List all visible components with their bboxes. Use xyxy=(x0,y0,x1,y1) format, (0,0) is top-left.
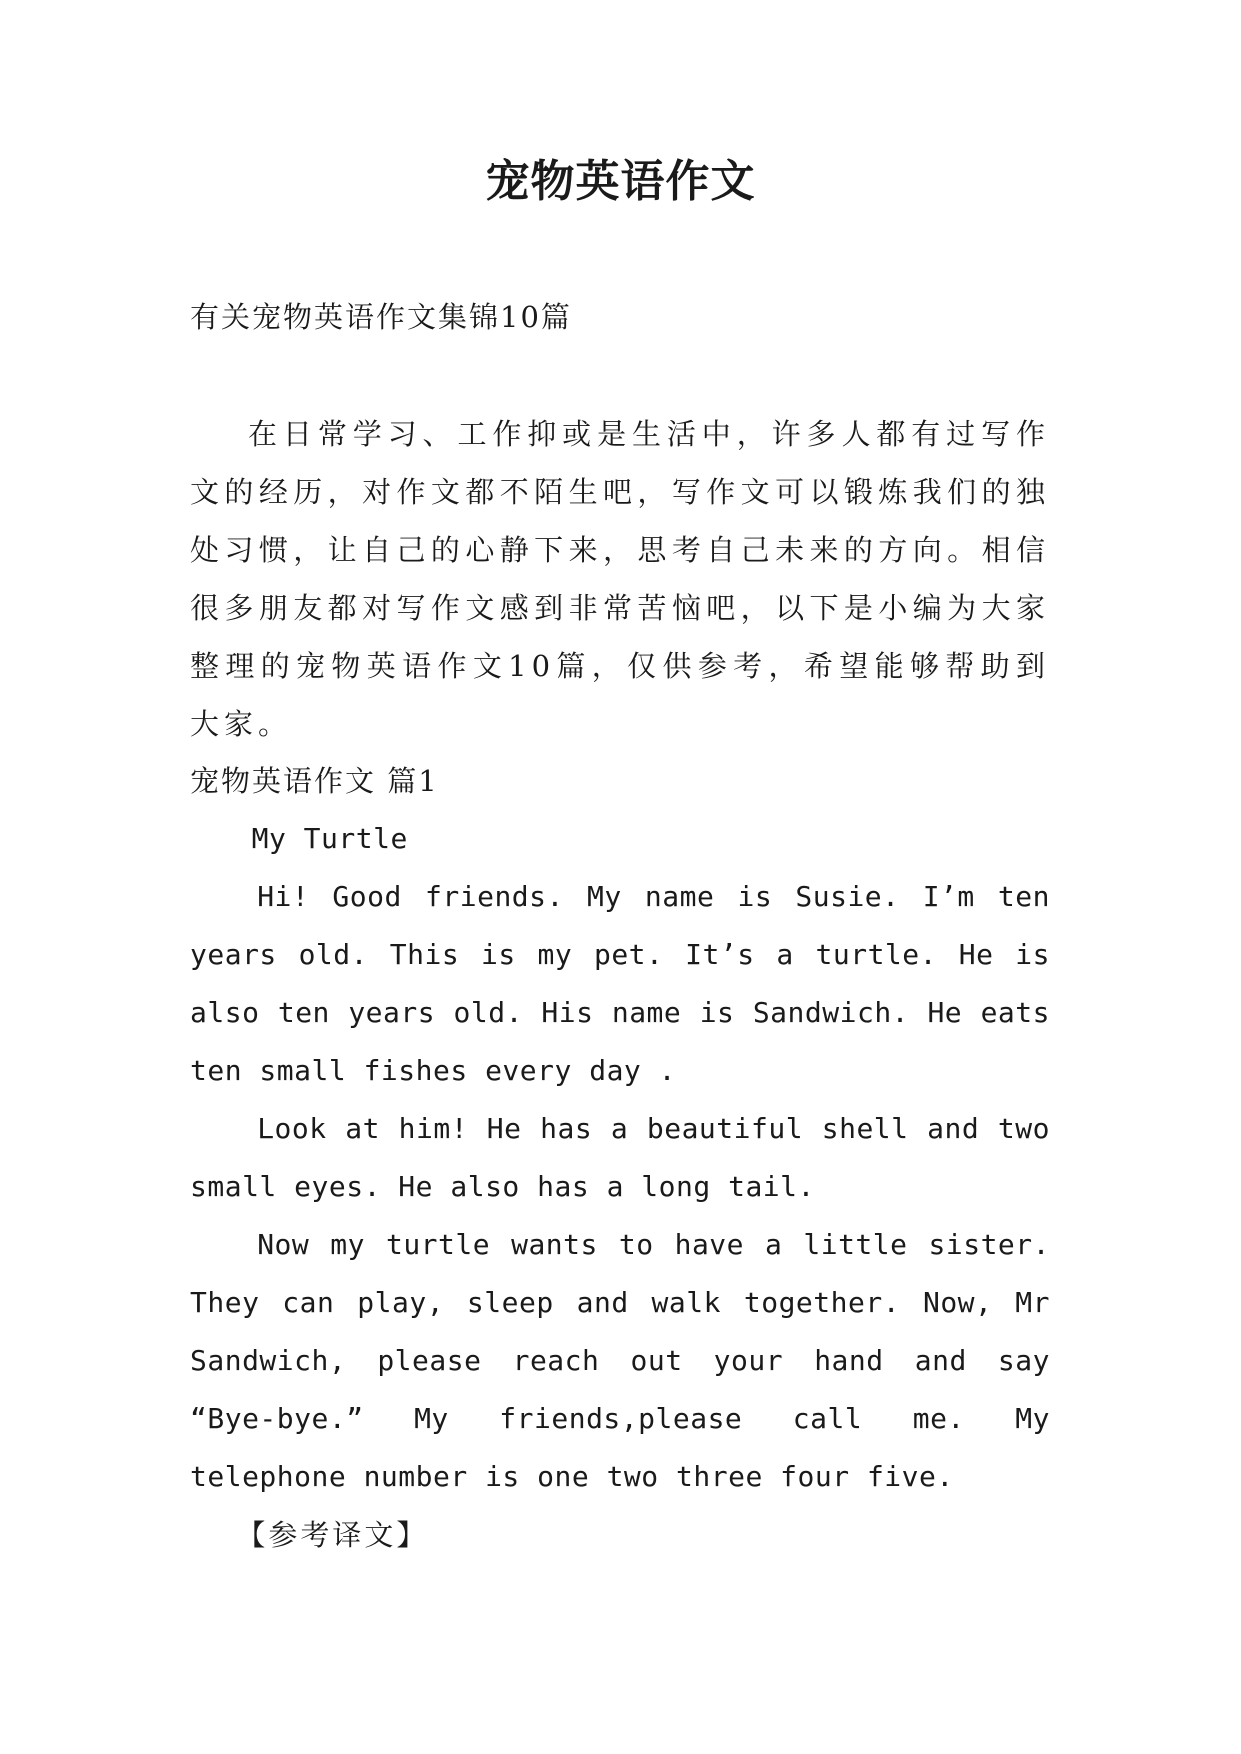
document-title: 宠物英语作文 xyxy=(485,156,756,207)
essay-paragraph-2: Look at him! He has a beautiful shell and two small eyes. He also has a long tail. xyxy=(190,1112,1050,1203)
essay-body xyxy=(190,810,1050,1564)
intro-paragraph: 在日常学习、工作抑或是生活中，许多人都有过写作文的经历，对作文都不陌生吧，写作文可以锻炼我们的独处习惯，让自己的心静下来，思考自己未来的方向。相信很多朋友都对写作文感到非常苦恼吧，以下是小编为大家整理的宠物英语作文10篇，仅供参考，希望能够帮助到大家。 xyxy=(190,417,1050,741)
document-subtitle: 有关宠物英语作文集锦10篇 xyxy=(190,300,572,334)
section-heading: 宠物英语作文 篇1 xyxy=(190,764,439,798)
essay-paragraph-3: Now my turtle wants to have a little sister. They can play, sleep and walk together. Now, Mr Sandwich, please reach out your hand and say “Bye-bye.” My friends,please call me. My telephone number is one two three four five. xyxy=(190,1228,1050,1493)
essay-title: My Turtle xyxy=(251,822,408,855)
translation-label: 【参考译文】 xyxy=(236,1518,429,1552)
essay-paragraph-1: Hi! Good friends. My name is Susie. I’m ten years old. This is my pet. It’s a turtle. He is also ten years old. His name is Sandwich. He eats ten small fishes every day . xyxy=(190,880,1050,1087)
